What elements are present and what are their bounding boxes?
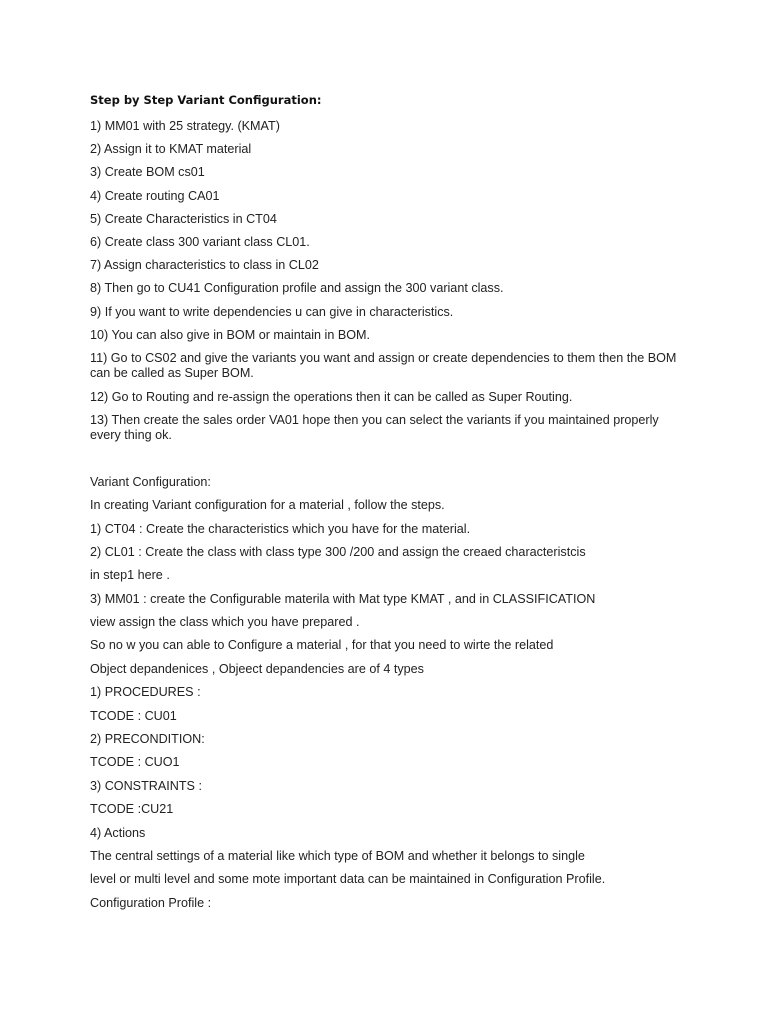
text-line: In creating Variant configuration for a material , follow the steps. [90,498,445,513]
text-line: 2) PRECONDITION: [90,732,205,747]
list-item: 7) Assign characteristics to class in CL02 [90,258,319,273]
list-item: 12) Go to Routing and re-assign the operations then it can be called as Super Routing. [90,389,573,404]
list-item: 11) Go to CS02 and give the variants you want and assign or create dependencies to them then the BOM can be called as Super BOM. [90,350,677,381]
list-item: 8) Then go to CU41 Configuration profile and assign the 300 variant class. [90,281,504,296]
text-line: 3) MM01 : create the Configurable materila with Mat type KMAT , and in CLASSIFICATION [90,591,596,606]
document-page [90,93,690,919]
text-line: view assign the class which you have prepared . [90,615,360,630]
text-line: TCODE : CU01 [90,708,177,723]
step-list [90,119,690,444]
list-item: 6) Create class 300 variant class CL01. [90,234,310,249]
list-item: 13) Then create the sales order VA01 hope then you can select the variants if you maintained properly every thing ok. [90,412,659,443]
text-line: TCODE : CUO1 [90,755,180,770]
list-item: 5) Create Characteristics in CT04 [90,211,277,226]
text-line: Configuration Profile : [90,895,212,910]
text-line: 2) CL01 : Create the class with class type 300 /200 and assign the creaed characteristcis [90,544,586,559]
text-line: in step1 here . [90,568,170,583]
list-item: 4) Create routing CA01 [90,188,220,203]
text-line: 4) Actions [90,825,146,840]
list-item: 9) If you want to write dependencies u can give in characteristics. [90,304,454,319]
list-item: 2) Assign it to KMAT material [90,142,252,157]
text-line: TCODE :CU21 [90,802,174,817]
document-heading: Step by Step Variant Configuration: [90,93,322,107]
text-line: The central settings of a material like which type of BOM and whether it belongs to single [90,849,585,863]
variant-configuration-section [90,475,690,912]
list-item: 3) Create BOM cs01 [90,165,205,180]
text-line: 1) PROCEDURES : [90,685,201,700]
text-line: 1) CT04 : Create the characteristics which you have for the material. [90,521,471,536]
text-line: Object depandenices , Objeect depandencies are of 4 types [90,661,424,676]
text-line: level or multi level and some mote important data can be maintained in Configuration Profile. [90,872,606,887]
text-line: 3) CONSTRAINTS : [90,778,202,793]
list-item: 1) MM01 with 25 strategy. (KMAT) [90,119,280,133]
section-title: Variant Configuration: [90,474,211,489]
text-line: So no w you can able to Configure a material , for that you need to wirte the related [90,638,554,653]
list-item: 10) You can also give in BOM or maintain in BOM. [90,327,371,342]
